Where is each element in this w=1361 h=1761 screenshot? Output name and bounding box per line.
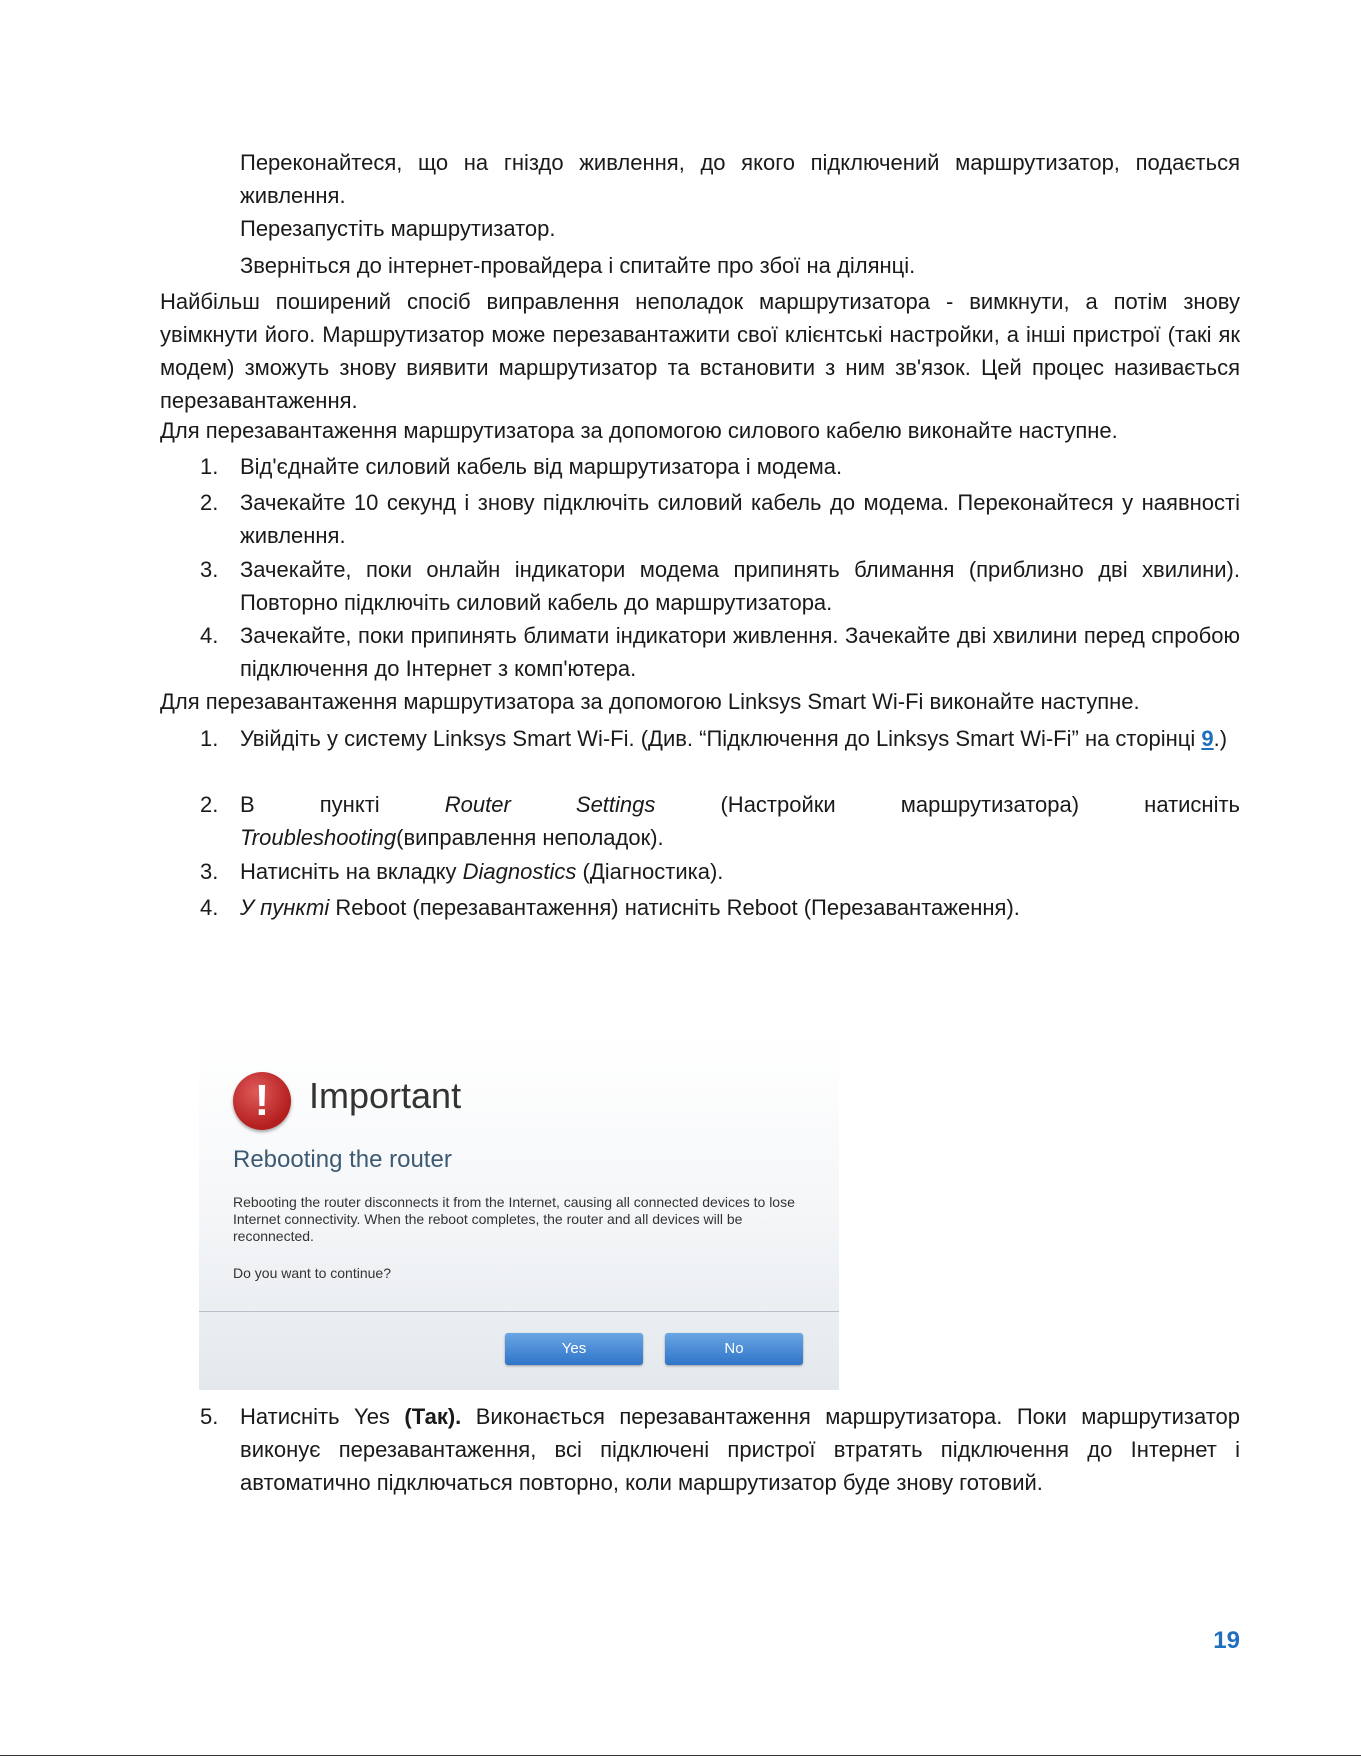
smart-wifi-intro: Для перезавантаження маршрутизатора за допомогою Linksys Smart Wi-Fi виконайте наступне.: [160, 689, 1140, 714]
step-text: Від'єднайте силовий кабель від маршрутизатора і модема.: [240, 454, 843, 479]
step-text: [240, 1400, 1240, 1499]
step-number: 5.: [200, 1404, 219, 1429]
router-settings-label: Router Settings: [444, 792, 656, 817]
dialog-body: Rebooting the router disconnects it from the Internet, causing all connected devices to lose Internet connectivity. When the reboot completes, the router and all devices will be reconnected.: [233, 1194, 795, 1244]
yes-button[interactable]: Yes: [505, 1333, 643, 1365]
intro-paragraph: Найбільш поширений спосіб виправлення неполадок маршрутизатора - вимкнути, а потім знову увімкнути його. Маршрутизатор може перезавантажити свої клієнтські настройки, а інші пристрої (такі як модем) зможуть знову виявити маршрутизатор та встановити з ним зв'язок. Цей процес називається перезавантаження.: [160, 289, 1240, 413]
step-number: 3.: [200, 557, 219, 582]
page-link[interactable]: 9: [1201, 726, 1214, 751]
step-text: [240, 855, 1240, 888]
step-text: Зачекайте, поки онлайн індикатори модема припинять блимання (приблизно дві хвилини). Повторно підключіть силовий кабель до маршрутизатора.: [240, 557, 1240, 615]
step-number: 4.: [200, 623, 219, 648]
troubleshooting-label: Troubleshooting: [240, 825, 397, 850]
bullet-contact-isp: Зверніться до інтернет-провайдера і спитайте про збої на ділянці.: [240, 253, 916, 278]
step-text: [240, 722, 1240, 755]
step-number: 1.: [200, 726, 219, 751]
step-text: [240, 788, 1240, 854]
no-button[interactable]: No: [665, 1333, 803, 1365]
step-number: 3.: [200, 859, 219, 884]
dialog-question: Do you want to continue?: [233, 1265, 391, 1281]
step-text-tail: (Діагностика).: [576, 859, 724, 884]
step-text-lead: Натисніть Yes: [240, 1404, 405, 1429]
step-text: Зачекайте 10 секунд і знову підключіть силовий кабель до модема. Переконайтеся у наявності живлення.: [240, 490, 1240, 548]
step-text-lead: У пункті: [240, 895, 330, 920]
step-text-mid: (Настройки маршрутизатора) натисніть: [655, 792, 1241, 817]
diagnostics-label: Diagnostics: [462, 859, 577, 884]
bullet-check-power: Переконайтеся, що на гніздо живлення, до якого підключений маршрутизатор, подається живлення.: [240, 150, 1240, 208]
reboot-dialog-screenshot: [199, 1037, 839, 1390]
step-text-lead: В пункті: [240, 792, 445, 817]
step-text: [240, 891, 1240, 924]
step-number: 1.: [200, 454, 219, 479]
page-number: 19: [1213, 1627, 1240, 1654]
bullet-restart-router: Перезапустіть маршрутизатор.: [240, 216, 556, 241]
step-text-lead: Натисніть на вкладку: [240, 859, 463, 884]
power-cable-intro: Для перезавантаження маршрутизатора за допомогою силового кабелю виконайте наступне.: [160, 418, 1118, 443]
step-text-lead: Увійдіть у систему Linksys Smart Wi-Fi. (Див. “Підключення до Linksys Smart Wi-Fi” на сторінці: [240, 726, 1202, 751]
step-number: 4.: [200, 895, 219, 920]
step-text-tail: Виконається перезавантаження маршрутизатора. Поки маршрутизатор виконує перезавантаження, всі підключені пристрої втратять підключення до Інтернет і автоматично підключаться повторно, коли маршрутизатор буде знову готовий.: [240, 1404, 1240, 1495]
step-number: 2.: [200, 490, 219, 515]
important-alert-icon: !: [233, 1072, 291, 1130]
step-number: 2.: [200, 792, 219, 817]
step-text-tail: Reboot (перезавантаження) натисніть Reboot (Перезавантаження).: [329, 895, 1020, 920]
bottom-rule: [0, 1755, 1361, 1756]
step-text-line2: [240, 821, 1240, 854]
dialog-title: Important: [309, 1075, 462, 1116]
step-text-tail: (виправлення неполадок).: [396, 825, 664, 850]
dialog-divider: [199, 1311, 839, 1312]
yes-translation: (Так).: [404, 1404, 462, 1429]
dialog-heading: Rebooting the router: [233, 1146, 452, 1173]
step-text: Зачекайте, поки припинять блимати індикатори живлення. Зачекайте дві хвилини перед спробою підключення до Інтернет з комп'ютера.: [240, 623, 1240, 681]
step-text-line1: [240, 788, 1240, 821]
step-text-tail: .): [1213, 726, 1228, 751]
